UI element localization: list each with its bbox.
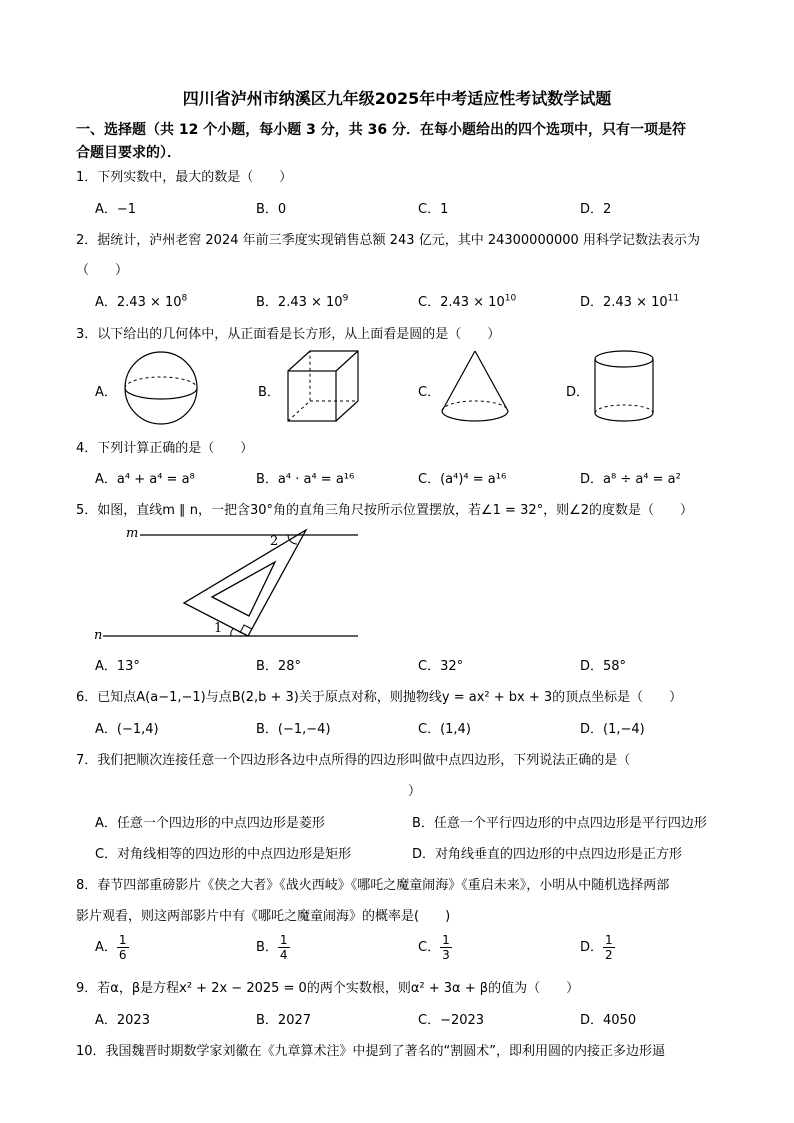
q1-option-c: C．1	[418, 202, 449, 217]
angle-1-label: 1	[214, 621, 223, 636]
question-3-stem: 3．以下给出的几何体中，从正面看是长方形，从上面看是圆的是（ ）	[76, 327, 501, 342]
question-2-stem-line1: 2．据统计，泸州老窖 2024 年前三季度实现销售总额 243 亿元，其中 24300000000 用科学记数法表示为	[76, 233, 700, 248]
section-heading-line2: 合题目要求的）．	[76, 145, 181, 161]
q3-option-b: B．	[258, 385, 280, 400]
q5-option-b: B．28°	[256, 659, 301, 674]
q4-option-b: B．a⁴ · a⁴ = a¹⁶	[256, 472, 355, 487]
q9-option-b: B．2027	[256, 1013, 312, 1028]
q5-option-c: C．32°	[418, 659, 464, 674]
q8-option-d: D． $\frac{1}{2}$	[580, 933, 613, 962]
q6-option-c: C．(1,4)	[418, 722, 471, 737]
q6-option-d: D．(1,−4)	[580, 722, 645, 737]
q9-option-a: A．2023	[95, 1013, 150, 1028]
question-2-stem-line2: （ ）	[76, 263, 129, 278]
q3-option-a: A．	[95, 385, 117, 400]
cube-icon	[285, 349, 363, 425]
q5-option-d: D．58°	[580, 659, 627, 674]
page-title: 四川省泸州市纳溪区九年级2025年中考适应性考试数学试题	[182, 89, 612, 108]
parallel-lines-triangle-figure	[88, 524, 368, 646]
line-n-label: n	[94, 628, 103, 643]
q8-option-c: C． $\frac{1}{3}$	[418, 933, 450, 962]
q2-option-d: D．$2.43 \times 10^{11}$	[580, 293, 680, 310]
cylinder-icon	[592, 349, 656, 425]
q3-option-c: C．	[418, 385, 441, 400]
line-m-label: m	[126, 526, 139, 541]
question-6-stem: 6．已知点A(a−1,−1)与点B(2,b + 3)关于原点对称，则抛物线y = ax² + bx + 3的顶点坐标是（ ）	[76, 690, 683, 705]
q6-option-a: A．(−1,4)	[95, 722, 159, 737]
q7-option-b: B．任意一个平行四边形的中点四边形是平行四边形	[412, 816, 707, 831]
q9-option-d: D．4050	[580, 1013, 637, 1028]
question-7-stem-line2: ）	[408, 784, 422, 799]
q4-option-d: D．a⁸ ÷ a⁴ = a²	[580, 472, 681, 487]
q6-option-b: B．(−1,−4)	[256, 722, 331, 737]
question-8-stem-line1: 8．春节四部重磅影片《侠之大者》《战火西岐》《哪吒之魔童闹海》《重启未来》，小明从中随机选择两部	[76, 878, 670, 893]
question-10-stem: 10．我国魏晋时期数学家刘徽在《九章算术注》中提到了著名的“割圆术”，即利用圆的内接正多边形逼	[76, 1044, 666, 1059]
sphere-icon	[120, 350, 202, 426]
q9-option-c: C．−2023	[418, 1013, 485, 1028]
q4-option-a: A．a⁴ + a⁴ = a⁸	[95, 472, 195, 487]
q7-option-a: A．任意一个四边形的中点四边形是菱形	[95, 816, 325, 831]
q1-option-d: D．2	[580, 202, 612, 217]
q8-option-a: A． $\frac{1}{6}$	[95, 933, 127, 962]
q3-option-d: D．	[566, 385, 590, 400]
q5-option-a: A．13°	[95, 659, 140, 674]
question-9-stem: 9．若α，β是方程x² + 2x − 2025 = 0的两个实数根，则α² + 3α + β的值为（ ）	[76, 981, 580, 996]
q2-option-b: B．$2.43 \times 10^9$	[256, 293, 349, 310]
question-7-stem-line1: 7．我们把顺次连接任意一个四边形各边中点所得的四边形叫做中点四边形，下列说法正确的是（	[76, 753, 631, 768]
q2-option-a: A．$2.43 \times 10^8$	[95, 293, 188, 310]
q8-option-b: B． $\frac{1}{4}$	[256, 933, 288, 962]
q1-option-b: B．0	[256, 202, 287, 217]
q7-option-d: D．对角线垂直的四边形的中点四边形是正方形	[412, 847, 683, 862]
question-5-stem: 5．如图，直线m ∥ n，一把含30°角的直角三角尺按所示位置摆放，若∠1 = 32°，则∠2的度数是（ ）	[76, 503, 694, 518]
question-8-stem-line2: 影片观看，则这两部影片中有《哪吒之魔童闹海》的概率是( )	[76, 909, 451, 924]
cone-icon	[439, 349, 511, 425]
q7-option-c: C．对角线相等的四边形的中点四边形是矩形	[95, 847, 352, 862]
q1-option-a: A．−1	[95, 202, 137, 217]
q4-option-c: C．(a⁴)⁴ = a¹⁶	[418, 472, 507, 487]
q2-option-c: C．$2.43 \times 10^{10}$	[418, 293, 517, 310]
question-1-stem: 1．下列实数中，最大的数是（ ）	[76, 170, 293, 185]
section-heading-line1: 一、选择题（共 12 个小题，每小题 3 分，共 36 分．在每小题给出的四个选项中，只有一项是符	[76, 122, 686, 138]
angle-2-label: 2	[270, 534, 279, 549]
question-4-stem: 4．下列计算正确的是（ ）	[76, 441, 254, 456]
